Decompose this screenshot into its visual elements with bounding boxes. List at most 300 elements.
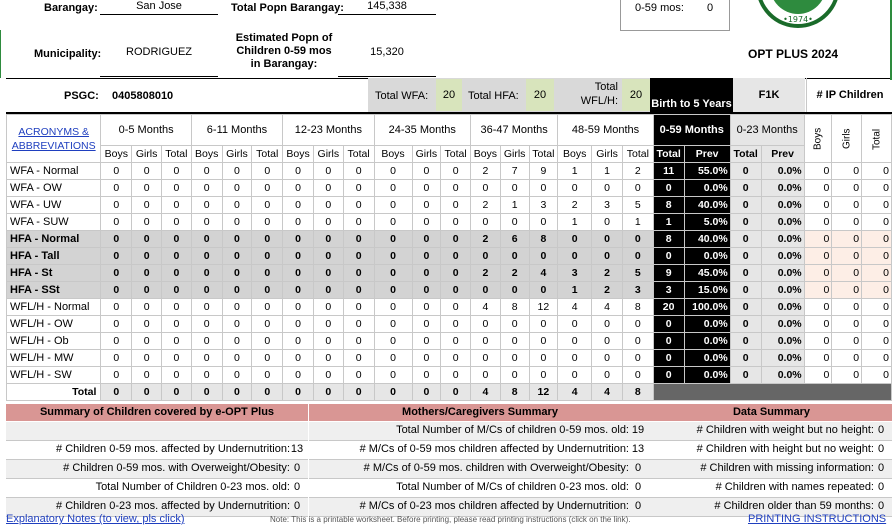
table-cell[interactable]: 0 bbox=[412, 163, 441, 180]
table-cell[interactable]: 0 bbox=[622, 248, 653, 265]
table-cell[interactable]: 0 bbox=[343, 265, 374, 282]
table-cell[interactable]: 0 bbox=[343, 333, 374, 350]
table-cell[interactable]: 0 bbox=[558, 316, 592, 333]
table-cell[interactable]: 0 bbox=[374, 197, 412, 214]
total-row-label: Total bbox=[7, 384, 101, 401]
table-cell[interactable]: 0 bbox=[441, 299, 471, 316]
table-cell[interactable]: 12 bbox=[529, 299, 558, 316]
table-cell[interactable]: 1 bbox=[500, 197, 529, 214]
table-cell[interactable]: 0 bbox=[222, 367, 252, 384]
table-cell[interactable]: 0 bbox=[500, 248, 529, 265]
table-cell[interactable]: 0 bbox=[191, 248, 222, 265]
table-cell[interactable]: 0 bbox=[592, 248, 623, 265]
table-cell[interactable]: 0 bbox=[283, 282, 314, 299]
table-cell[interactable]: 0 bbox=[283, 333, 314, 350]
acronyms-cell bbox=[7, 115, 101, 163]
table-cell[interactable]: 0 bbox=[162, 180, 192, 197]
table-cell[interactable]: 0 bbox=[343, 316, 374, 333]
table-cell[interactable]: 0 bbox=[252, 316, 283, 333]
table-cell[interactable]: 0 bbox=[592, 231, 623, 248]
age-group-header: 24-35 Months bbox=[374, 115, 470, 146]
table-cell[interactable]: 0 bbox=[162, 316, 192, 333]
table-cell[interactable]: 1 bbox=[592, 163, 623, 180]
table-cell[interactable]: 0 bbox=[162, 197, 192, 214]
table-cell[interactable]: 0 bbox=[500, 282, 529, 299]
ip-cell[interactable]: 0 bbox=[862, 282, 892, 299]
table-cell[interactable]: 0 bbox=[162, 299, 192, 316]
table-cell[interactable]: 0 bbox=[101, 367, 132, 384]
table-cell[interactable]: 0 bbox=[374, 333, 412, 350]
table-cell[interactable]: 2 bbox=[471, 231, 501, 248]
ip-cell[interactable]: 0 bbox=[804, 265, 832, 282]
table-cell[interactable]: 0 bbox=[313, 282, 343, 299]
table-cell[interactable]: 2 bbox=[471, 197, 501, 214]
table-cell[interactable]: 0 bbox=[313, 197, 343, 214]
ip-cell[interactable]: 0 bbox=[804, 197, 832, 214]
ip-cell[interactable]: 0 bbox=[804, 180, 832, 197]
table-cell[interactable]: 0 bbox=[412, 248, 441, 265]
ip-cell[interactable]: 0 bbox=[832, 333, 862, 350]
table-cell[interactable]: 0 bbox=[441, 282, 471, 299]
table-cell[interactable]: 0 bbox=[162, 265, 192, 282]
summary-row bbox=[309, 441, 651, 460]
ip-cell[interactable]: 0 bbox=[804, 214, 832, 231]
table-cell[interactable]: 0 bbox=[252, 367, 283, 384]
table-cell[interactable]: 0 bbox=[252, 265, 283, 282]
table-cell[interactable]: 0 bbox=[222, 333, 252, 350]
table-cell[interactable]: 0 bbox=[500, 350, 529, 367]
total-0-59-cell: 0 bbox=[653, 333, 684, 350]
table-cell[interactable]: 0 bbox=[558, 248, 592, 265]
table-cell[interactable]: 0 bbox=[222, 316, 252, 333]
table-cell[interactable]: 0 bbox=[343, 214, 374, 231]
table-cell[interactable]: 0 bbox=[343, 180, 374, 197]
table-cell[interactable]: 0 bbox=[529, 333, 558, 350]
table-cell[interactable]: 0 bbox=[592, 350, 623, 367]
table-cell[interactable]: 0 bbox=[283, 367, 314, 384]
table-cell[interactable]: 0 bbox=[132, 214, 162, 231]
ip-cell[interactable]: 0 bbox=[804, 282, 832, 299]
table-cell[interactable]: 0 bbox=[101, 197, 132, 214]
table-cell[interactable]: 0 bbox=[191, 350, 222, 367]
table-cell[interactable]: 0 bbox=[374, 316, 412, 333]
table-cell[interactable]: 0 bbox=[471, 350, 501, 367]
summary-value: 13 bbox=[290, 443, 304, 455]
ip-cell[interactable]: 0 bbox=[862, 248, 892, 265]
table-cell[interactable]: 0 bbox=[558, 231, 592, 248]
table-cell[interactable]: 0 bbox=[558, 333, 592, 350]
ip-cell[interactable]: 0 bbox=[832, 180, 862, 197]
table-cell[interactable]: 0 bbox=[283, 180, 314, 197]
table-cell[interactable]: 0 bbox=[101, 231, 132, 248]
table-cell[interactable]: 0 bbox=[101, 350, 132, 367]
table-cell[interactable]: 0 bbox=[471, 333, 501, 350]
table-cell[interactable]: 0 bbox=[283, 163, 314, 180]
table-cell[interactable]: 0 bbox=[313, 299, 343, 316]
table-cell[interactable]: 0 bbox=[500, 214, 529, 231]
table-cell[interactable]: 2 bbox=[592, 265, 623, 282]
table-cell[interactable]: 0 bbox=[222, 180, 252, 197]
table-cell[interactable]: 0 bbox=[162, 350, 192, 367]
table-cell[interactable]: 0 bbox=[132, 316, 162, 333]
table-cell[interactable]: 0 bbox=[441, 265, 471, 282]
table-cell[interactable]: 0 bbox=[500, 316, 529, 333]
summary-value: 0 bbox=[877, 424, 885, 436]
table-cell[interactable]: 0 bbox=[252, 282, 283, 299]
table-cell[interactable]: 0 bbox=[191, 316, 222, 333]
table-cell[interactable]: 0 bbox=[343, 282, 374, 299]
prev-0-59-cell: 40.0% bbox=[684, 197, 730, 214]
table-cell[interactable]: 0 bbox=[500, 333, 529, 350]
table-cell[interactable]: 0 bbox=[374, 350, 412, 367]
table-cell[interactable]: 0 bbox=[441, 333, 471, 350]
table-cell[interactable]: 0 bbox=[412, 282, 441, 299]
table-cell[interactable]: 0 bbox=[412, 180, 441, 197]
sub-header-boys: Boys bbox=[471, 146, 501, 163]
ip-cell[interactable]: 0 bbox=[832, 265, 862, 282]
table-cell[interactable]: 0 bbox=[374, 265, 412, 282]
table-cell[interactable]: 0 bbox=[222, 248, 252, 265]
table-cell[interactable]: 0 bbox=[441, 163, 471, 180]
table-cell[interactable]: 0 bbox=[529, 180, 558, 197]
table-cell[interactable]: 0 bbox=[252, 231, 283, 248]
table-cell[interactable]: 0 bbox=[222, 231, 252, 248]
table-cell[interactable]: 0 bbox=[313, 350, 343, 367]
table-cell[interactable]: 0 bbox=[343, 367, 374, 384]
ip-cell[interactable]: 0 bbox=[832, 367, 862, 384]
table-cell[interactable]: 2 bbox=[471, 265, 501, 282]
table-cell[interactable]: 4 bbox=[558, 299, 592, 316]
barangay-field[interactable]: San Jose bbox=[100, 0, 218, 15]
table-cell[interactable]: 0 bbox=[132, 299, 162, 316]
table-cell[interactable]: 0 bbox=[441, 350, 471, 367]
table-cell[interactable]: 2 bbox=[622, 163, 653, 180]
table-cell[interactable]: 0 bbox=[283, 231, 314, 248]
table-cell[interactable]: 0 bbox=[592, 316, 623, 333]
table-cell[interactable]: 8 bbox=[500, 299, 529, 316]
table-cell[interactable]: 0 bbox=[132, 248, 162, 265]
table-cell[interactable]: 1 bbox=[622, 214, 653, 231]
ip-cell[interactable]: 0 bbox=[804, 316, 832, 333]
table-cell[interactable]: 0 bbox=[343, 163, 374, 180]
table-cell[interactable]: 0 bbox=[132, 180, 162, 197]
table-cell[interactable]: 0 bbox=[101, 282, 132, 299]
table-cell[interactable]: 0 bbox=[412, 231, 441, 248]
table-cell[interactable]: 0 bbox=[374, 163, 412, 180]
table-cell[interactable]: 0 bbox=[313, 333, 343, 350]
table-cell[interactable]: 0 bbox=[191, 333, 222, 350]
summary-row bbox=[6, 479, 308, 498]
summary-value: 19 bbox=[631, 424, 645, 436]
age-box-label: 0-59 mos: bbox=[635, 2, 684, 14]
table-cell[interactable]: 0 bbox=[343, 350, 374, 367]
ip-cell[interactable]: 0 bbox=[804, 299, 832, 316]
table-cell[interactable]: 0 bbox=[441, 197, 471, 214]
table-cell[interactable]: 0 bbox=[441, 231, 471, 248]
table-cell[interactable]: 2 bbox=[558, 197, 592, 214]
table-cell[interactable]: 0 bbox=[471, 214, 501, 231]
table-cell[interactable]: 0 bbox=[592, 367, 623, 384]
ip-cell[interactable]: 0 bbox=[804, 333, 832, 350]
table-cell[interactable]: 0 bbox=[471, 248, 501, 265]
table-cell[interactable]: 0 bbox=[191, 367, 222, 384]
opt-title: OPT PLUS bbox=[748, 47, 809, 61]
explanatory-notes-link[interactable]: Explanatory Notes (to view, pls click) bbox=[6, 513, 185, 525]
table-cell[interactable]: 0 bbox=[412, 350, 441, 367]
table-cell[interactable]: 0 bbox=[558, 367, 592, 384]
table-cell[interactable]: 0 bbox=[441, 316, 471, 333]
table-cell[interactable]: 0 bbox=[101, 214, 132, 231]
table-cell[interactable]: 0 bbox=[101, 180, 132, 197]
ip-cell[interactable]: 0 bbox=[862, 299, 892, 316]
table-cell[interactable]: 0 bbox=[191, 231, 222, 248]
table-cell[interactable]: 0 bbox=[471, 316, 501, 333]
table-cell[interactable]: 0 bbox=[252, 163, 283, 180]
ip-cell[interactable]: 0 bbox=[862, 163, 892, 180]
ip-cell[interactable]: 0 bbox=[832, 214, 862, 231]
table-cell[interactable]: 4 bbox=[592, 299, 623, 316]
table-cell[interactable]: 1 bbox=[558, 163, 592, 180]
table-cell[interactable]: 0 bbox=[252, 299, 283, 316]
printing-instructions-link[interactable]: PRINTING INSTRUCTIONS bbox=[748, 513, 887, 525]
table-cell[interactable]: 0 bbox=[283, 350, 314, 367]
table-cell[interactable]: 0 bbox=[592, 214, 623, 231]
table-cell[interactable]: 7 bbox=[500, 163, 529, 180]
ip-cell[interactable]: 0 bbox=[832, 197, 862, 214]
table-cell[interactable]: 0 bbox=[191, 197, 222, 214]
table-cell[interactable]: 0 bbox=[252, 197, 283, 214]
table-cell[interactable]: 0 bbox=[313, 248, 343, 265]
table-cell[interactable]: 0 bbox=[313, 231, 343, 248]
summary-value: 0 bbox=[293, 481, 301, 493]
table-cell[interactable]: 0 bbox=[162, 282, 192, 299]
table-cell[interactable]: 0 bbox=[441, 248, 471, 265]
table-cell[interactable]: 0 bbox=[313, 180, 343, 197]
table-cell[interactable]: 0 bbox=[132, 350, 162, 367]
table-cell[interactable]: 0 bbox=[162, 214, 192, 231]
total-row-cell: 0 bbox=[191, 384, 222, 401]
table-cell[interactable]: 0 bbox=[412, 214, 441, 231]
table-cell[interactable]: 0 bbox=[191, 265, 222, 282]
table-cell[interactable]: 9 bbox=[529, 163, 558, 180]
table-cell[interactable]: 0 bbox=[622, 231, 653, 248]
table-cell[interactable]: 0 bbox=[191, 299, 222, 316]
ip-cell[interactable]: 0 bbox=[832, 350, 862, 367]
table-cell[interactable]: 0 bbox=[162, 367, 192, 384]
table-cell[interactable]: 0 bbox=[222, 350, 252, 367]
table-cell[interactable]: 2 bbox=[500, 265, 529, 282]
table-cell[interactable]: 0 bbox=[374, 214, 412, 231]
table-cell[interactable]: 0 bbox=[622, 180, 653, 197]
ip-cell[interactable]: 0 bbox=[862, 265, 892, 282]
table-cell[interactable]: 0 bbox=[222, 299, 252, 316]
table-cell[interactable]: 0 bbox=[252, 350, 283, 367]
table-cell[interactable]: 0 bbox=[374, 299, 412, 316]
table-cell[interactable]: 0 bbox=[313, 214, 343, 231]
table-cell[interactable]: 0 bbox=[101, 333, 132, 350]
table-cell[interactable]: 0 bbox=[374, 180, 412, 197]
table-cell[interactable]: 8 bbox=[529, 231, 558, 248]
table-cell[interactable]: 0 bbox=[592, 180, 623, 197]
table-cell[interactable]: 3 bbox=[558, 265, 592, 282]
ip-cell[interactable]: 0 bbox=[832, 282, 862, 299]
table-cell[interactable]: 0 bbox=[374, 248, 412, 265]
table-cell[interactable]: 0 bbox=[558, 350, 592, 367]
table-cell[interactable]: 0 bbox=[191, 214, 222, 231]
table-cell[interactable]: 0 bbox=[283, 248, 314, 265]
table-cell[interactable]: 4 bbox=[529, 265, 558, 282]
table-cell[interactable]: 0 bbox=[283, 265, 314, 282]
total-popn-field[interactable]: 145,338 bbox=[338, 0, 436, 15]
table-cell[interactable]: 0 bbox=[222, 214, 252, 231]
table-cell[interactable]: 0 bbox=[283, 214, 314, 231]
table-cell[interactable]: 0 bbox=[191, 282, 222, 299]
ip-cell[interactable]: 0 bbox=[804, 367, 832, 384]
municipality-field[interactable]: RODRIGUEZ bbox=[100, 46, 218, 77]
table-cell[interactable]: 0 bbox=[132, 231, 162, 248]
table-cell[interactable]: 0 bbox=[252, 214, 283, 231]
ip-cell[interactable]: 0 bbox=[832, 299, 862, 316]
ip-cell[interactable]: 0 bbox=[862, 316, 892, 333]
ip-cell[interactable]: 0 bbox=[862, 367, 892, 384]
est-popn-field[interactable]: 15,320 bbox=[338, 46, 436, 77]
ip-cell[interactable]: 0 bbox=[862, 197, 892, 214]
table-cell[interactable]: 0 bbox=[222, 163, 252, 180]
table-cell[interactable]: 0 bbox=[191, 163, 222, 180]
acronyms-link[interactable]: ACRONYMS & ABBREVIATIONS bbox=[11, 125, 96, 152]
table-cell[interactable]: 0 bbox=[412, 299, 441, 316]
table-cell[interactable]: 0 bbox=[222, 265, 252, 282]
ip-cell[interactable]: 0 bbox=[832, 248, 862, 265]
ip-cell[interactable]: 0 bbox=[804, 350, 832, 367]
table-cell[interactable]: 0 bbox=[101, 265, 132, 282]
table-cell[interactable]: 0 bbox=[374, 231, 412, 248]
table-cell[interactable]: 0 bbox=[500, 367, 529, 384]
table-cell[interactable]: 0 bbox=[162, 248, 192, 265]
table-cell[interactable]: 0 bbox=[471, 367, 501, 384]
table-cell[interactable]: 0 bbox=[252, 180, 283, 197]
table-cell[interactable]: 0 bbox=[283, 299, 314, 316]
table-cell[interactable]: 0 bbox=[441, 214, 471, 231]
table-cell[interactable]: 0 bbox=[441, 367, 471, 384]
table-cell[interactable]: 0 bbox=[101, 163, 132, 180]
table-cell[interactable]: 0 bbox=[622, 333, 653, 350]
table-cell[interactable]: 0 bbox=[441, 180, 471, 197]
ip-cell[interactable]: 0 bbox=[804, 248, 832, 265]
table-cell[interactable]: 0 bbox=[101, 316, 132, 333]
table-cell[interactable]: 0 bbox=[374, 282, 412, 299]
table-cell[interactable]: 0 bbox=[162, 333, 192, 350]
prev-0-23-cell: 0.0% bbox=[761, 214, 804, 231]
table-cell[interactable]: 0 bbox=[132, 282, 162, 299]
table-cell[interactable]: 0 bbox=[412, 367, 441, 384]
table-cell[interactable]: 0 bbox=[313, 316, 343, 333]
table-cell[interactable]: 0 bbox=[343, 231, 374, 248]
table-cell[interactable]: 0 bbox=[101, 299, 132, 316]
table-cell[interactable]: 0 bbox=[132, 265, 162, 282]
table-cell[interactable]: 0 bbox=[500, 180, 529, 197]
table-cell[interactable]: 0 bbox=[343, 197, 374, 214]
table-cell[interactable]: 0 bbox=[313, 163, 343, 180]
ip-cell[interactable]: 0 bbox=[862, 350, 892, 367]
table-cell[interactable]: 3 bbox=[622, 282, 653, 299]
table-cell[interactable]: 0 bbox=[471, 282, 501, 299]
table-cell[interactable]: 0 bbox=[132, 163, 162, 180]
table-cell[interactable]: 5 bbox=[622, 265, 653, 282]
table-cell[interactable]: 0 bbox=[558, 180, 592, 197]
table-cell[interactable]: 0 bbox=[101, 248, 132, 265]
table-cell[interactable]: 0 bbox=[313, 265, 343, 282]
total-row-cell: 0 bbox=[101, 384, 132, 401]
ip-cell[interactable]: 0 bbox=[832, 163, 862, 180]
table-cell[interactable]: 0 bbox=[529, 214, 558, 231]
summary-value: 0 bbox=[293, 500, 301, 512]
table-cell[interactable]: 0 bbox=[374, 367, 412, 384]
table-cell[interactable]: 6 bbox=[500, 231, 529, 248]
table-cell[interactable]: 2 bbox=[592, 282, 623, 299]
table-cell[interactable]: 0 bbox=[252, 248, 283, 265]
ip-cell[interactable]: 0 bbox=[832, 316, 862, 333]
table-cell[interactable]: 0 bbox=[343, 248, 374, 265]
table-cell[interactable]: 0 bbox=[412, 333, 441, 350]
table-cell[interactable]: 0 bbox=[622, 316, 653, 333]
table-cell[interactable]: 0 bbox=[222, 282, 252, 299]
table-cell[interactable]: 4 bbox=[471, 299, 501, 316]
table-cell[interactable]: 0 bbox=[162, 231, 192, 248]
table-cell[interactable]: 0 bbox=[162, 163, 192, 180]
table-cell[interactable]: 0 bbox=[529, 248, 558, 265]
table-cell[interactable]: 2 bbox=[471, 163, 501, 180]
table-cell[interactable]: 1 bbox=[558, 214, 592, 231]
table-cell[interactable]: 0 bbox=[132, 333, 162, 350]
table-cell[interactable]: 0 bbox=[343, 299, 374, 316]
ip-cell[interactable]: 0 bbox=[832, 231, 862, 248]
table-cell[interactable]: 0 bbox=[132, 367, 162, 384]
table-cell[interactable]: 5 bbox=[622, 197, 653, 214]
table-cell[interactable]: 0 bbox=[313, 367, 343, 384]
table-cell[interactable]: 0 bbox=[283, 316, 314, 333]
table-cell[interactable]: 0 bbox=[283, 197, 314, 214]
table-cell[interactable]: 3 bbox=[592, 197, 623, 214]
table-cell[interactable]: 0 bbox=[412, 316, 441, 333]
table-cell[interactable]: 3 bbox=[529, 197, 558, 214]
table-cell[interactable]: 0 bbox=[412, 265, 441, 282]
table-cell[interactable]: 0 bbox=[592, 333, 623, 350]
table-cell[interactable]: 1 bbox=[558, 282, 592, 299]
ip-cell[interactable]: 0 bbox=[862, 214, 892, 231]
table-cell[interactable]: 0 bbox=[529, 350, 558, 367]
table-cell[interactable]: 0 bbox=[412, 197, 441, 214]
table-cell[interactable]: 0 bbox=[222, 197, 252, 214]
table-cell[interactable]: 0 bbox=[252, 333, 283, 350]
total-wfa-label: Total WFA: bbox=[375, 90, 429, 102]
table-cell[interactable]: 0 bbox=[191, 180, 222, 197]
ip-cell[interactable]: 0 bbox=[804, 231, 832, 248]
table-cell[interactable]: 8 bbox=[622, 299, 653, 316]
table-cell[interactable]: 0 bbox=[471, 180, 501, 197]
summary-label: # Children with height but no weight: bbox=[696, 443, 874, 455]
table-cell[interactable]: 0 bbox=[529, 282, 558, 299]
table-cell[interactable]: 0 bbox=[132, 197, 162, 214]
table-cell[interactable]: 0 bbox=[622, 367, 653, 384]
table-cell[interactable]: 0 bbox=[622, 350, 653, 367]
ip-cell[interactable]: 0 bbox=[862, 180, 892, 197]
ip-cell[interactable]: 0 bbox=[862, 333, 892, 350]
table-cell[interactable]: 0 bbox=[529, 316, 558, 333]
ip-cell[interactable]: 0 bbox=[862, 231, 892, 248]
table-cell[interactable]: 0 bbox=[529, 367, 558, 384]
ip-cell[interactable]: 0 bbox=[804, 163, 832, 180]
